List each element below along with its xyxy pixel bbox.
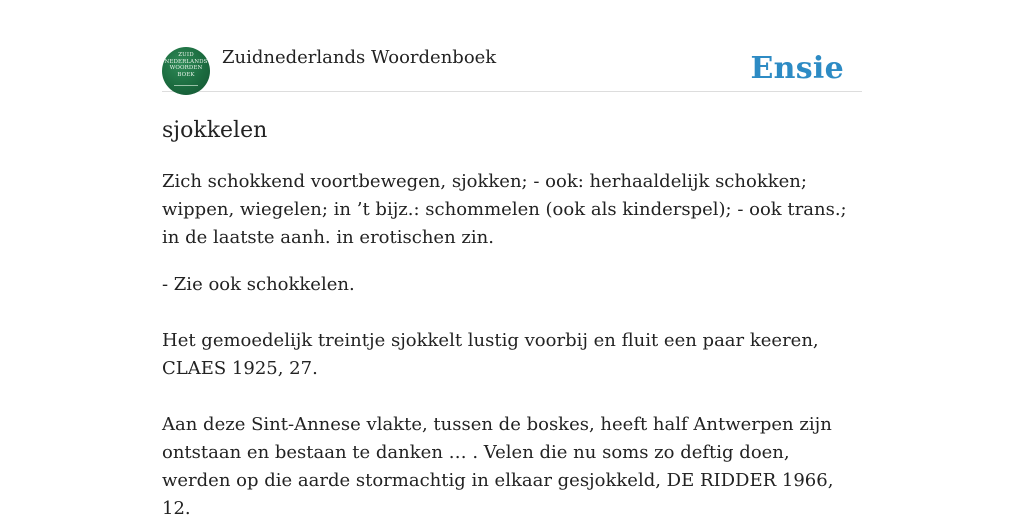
- headword: sjokkelen: [162, 118, 268, 143]
- see-also-text: - Zie ook schokkelen.: [162, 274, 355, 295]
- logo-line-4: BOEK: [177, 71, 195, 78]
- header: [162, 44, 862, 92]
- logo-line-1: ZUID: [178, 52, 194, 58]
- logo-line-2: NEDERLANDS: [164, 58, 208, 65]
- brand-logo[interactable]: Ensie: [750, 51, 844, 86]
- logo-lettering: [162, 52, 210, 78]
- dictionary-name-link[interactable]: Zuidnederlands Woordenboek: [222, 47, 497, 68]
- logo-rule: [174, 85, 198, 86]
- logo-line-3: WOORDEN: [169, 65, 203, 71]
- entry-body: [162, 168, 862, 523]
- entry-card: [162, 44, 862, 523]
- quote-2: Aan deze Sint-Annese vlakte, tussen de boskes, heeft half Antwerpen zijn ontstaan en bestaan te danken … . Velen die nu soms zo deftig doen, werden op die aarde stormachtig in elkaar gesjokkeld, DE RIDDER 1966, 12.: [162, 414, 834, 519]
- dictionary-logo[interactable]: [162, 47, 210, 95]
- quote-1: Het gemoedelijk treintje sjokkelt lustig voorbij en fluit een paar keeren, CLAES 1925, 27.: [162, 330, 819, 379]
- definition-text: Zich schokkend voortbewegen, sjokken; - ook: herhaaldelijk schokken; wippen, wiegelen; in ’t bijz.: schommelen (ook als kinderspel); - ook trans.; in de laatste aanh. in erotischen zin.: [162, 171, 847, 248]
